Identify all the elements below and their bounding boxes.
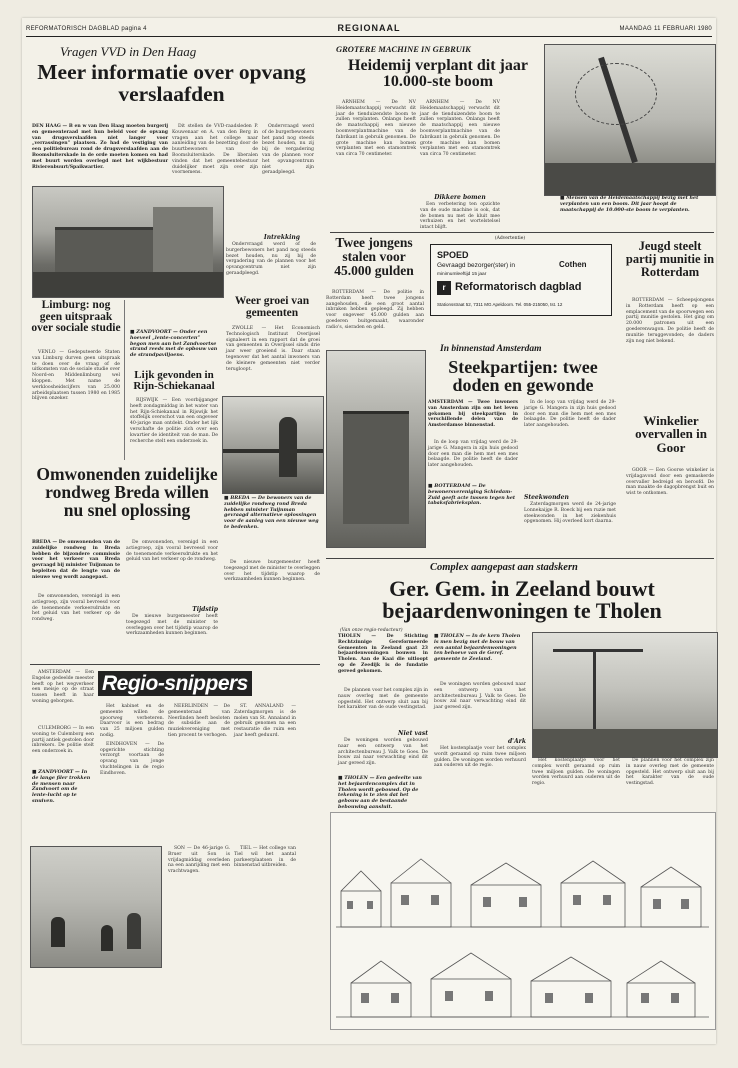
steek-body2-text: Zaterdagmorgen werd de 24-jarige Lonnekaijge R. Boeck bij een ruzie met steekwonden in het ziekenhuis opgenomen. Hij overleed kort daarna.	[524, 502, 616, 525]
zeeland-body-col4	[532, 758, 620, 808]
photo-building	[32, 186, 224, 298]
vvd-lead: DEN HAAG — B en w van Den Haag moeten burgerij en gemeenteraad met hun beleid voor de opvang van drugsverslaafden niet langer voor „verrassingen” plaatsen. Zo had de vestiging van een politiebureau rond de drugsverslaafden aan de Boomsluiterskade in de orde moeten komen en had met buurt worden overlegd met het wijkbestuur Rivierenbuurt/Spaikwartier.	[32, 124, 168, 170]
zeeland-caption1: ■ THOLEN — In de kern Tholen is men bezig met de bouw van een aantal bejaardenwoningen ten behoeve van de Geref. gemeente te Zeeland.	[434, 633, 521, 663]
weergroei-body-text: ZWOLLE — Het Economisch Technologisch Instituut Overijssel signaleert in een rapport dat de groei van gemeenten in Overijssel sinds drie jaar weer groeiend is. Daar staan tegenover dat het aantal inwoners van de kleinere gemeenten niet verder terugloopt.	[226, 326, 320, 372]
breda-body	[32, 594, 120, 660]
steek-lead: AMSTERDAM — Twee inwoners van Amsterdam zijn om het leven gekomen bij steekpartijen in verschillende delen van de Amsterdamse binnenstad.	[428, 400, 518, 429]
snippers-amsterdam	[32, 670, 94, 724]
steek-caption: ■ BOTTERDAM — De bewonersvereniging Schiedam-Zuid geeft acte tussen tegen het tabaksfabrieksplan.	[428, 483, 516, 507]
zeeland-lead: THOLEN — De Stichting Rechtzinnige Gereformeerde Gemeenten in Zeeland gaat 23 bejaardenwoningen bouwen in Tholen. Aan de Kaai die uitloopt op de Zeedijk is de fundatie gereed gekomen.	[338, 634, 428, 674]
zeeland-body	[338, 688, 428, 726]
photo-tree	[544, 44, 716, 196]
breda-lead: BREDA — De omwonenden van de zuidelijke rondweg in Breda hebben de bijzondere commissie voor het verkeer van Breda gevraagd bij minister Tuijnman te bepleiten dat de lengte van de nieuwe weg wordt aangepast.	[32, 540, 120, 580]
ad-city: Cothen	[559, 260, 587, 269]
ad-brand: Reformatorisch dagblad	[455, 281, 582, 293]
zeeland-intertitle2: d'Ark	[507, 738, 526, 745]
zandvoort-caption: ■ ZANDVOORT — Onder een hoeveel „lente-concerten” begon men aan het Zandvoortse strand reeds met de opbouw van de strandpaviljoens.	[130, 329, 218, 359]
rijnschie-body-text: RIJSWIJK — Een voorbijganger heeft zondagmiddag in het water van het Rijn-Schiekanaal in Rijswijk het stoffelijk overschot van een ongeveer 40-jarige man ontdekt. Onder het lijk verschafte de politie zich over een kwartier de identiteit van de man. De recherche stelt een onderzoek in.	[130, 398, 218, 444]
heidemij-body	[336, 100, 416, 210]
masthead-paper: REFORMATORISCH DAGBLAD pagina 4	[26, 26, 147, 32]
masthead-section: REGIONAAL	[337, 23, 401, 33]
winkelier-body-text: GOOR — Een Goorse winkelier is vrijdagavond door een gemaskerde overvaller bedreigd en beroofd. De man maakte de dagopbrengst buit en wist te ontkomen.	[626, 468, 714, 497]
heidemij-body2	[420, 202, 500, 231]
ad-title: SPOED	[437, 250, 469, 260]
heidemij-body-col2-text: ARNHEM — De NV Heidemaatschappij verwacht dit jaar de tienduizendste boom te zullen verplanten. Onlangs heeft de maatschappij een nieuwe boomverplantmachine van de fabrikant in gebruik genomen. De grote machine kan bomen verplanten met een stamomtrek van circa 70 centimeter.	[420, 100, 500, 158]
snippers-col4	[234, 704, 296, 824]
munitie-body	[626, 298, 714, 410]
zeeland-body3	[434, 746, 526, 806]
heidemij-intertitle: Dikkere bomen	[434, 194, 486, 201]
steek-body-col2-text: In de loop van vrijdag werd de 29-jarige G. Mangera in zijn huis gedood door een man die hem met een mes belaagde. De politie heeft de dader later aangehouden.	[524, 400, 616, 429]
brand-logo-icon: r	[437, 281, 451, 295]
vvd-body2-more: Ondervraagd werd of de burgerbewoners het pand nog steeds bezet houden, nu zij bij de vergadering van de plannen voor het opvangcentrum niet zijn geraadpleegd.	[226, 242, 316, 276]
breda-caption: ■ BREDA — De bewoners van de zuidelijke rondweg rond Breda hebben minister Tuijnman gevraagd alternatieve oplossingen voor de aanleg van een nieuwe weg te bedenken.	[224, 495, 319, 530]
heidemij-body2-text: Een verbetering ten opzichte van de oude machine is ook, dat de bomen nu met de kluit mee verhuizen en het wortelstelsel intact blijft.	[420, 202, 500, 231]
steek-body2	[524, 502, 616, 554]
steek-body-text: In de loop van vrijdag werd de 29-jarige G. Mangera in zijn huis gedood door een man die hem met een mes belaagde. De politie heeft de dader later aangehouden.	[428, 440, 518, 469]
heidemij-caption: ■ Mensen van de Heidemaatschappij bezig met het verplanten van een boom. Dit jaar hoopt de maatschappij de 10.000-ste boom te verplanten.	[560, 195, 699, 213]
masthead-date: MAANDAG 11 FEBRUARI 1980	[619, 26, 712, 32]
heidemij-body-text: ARNHEM — De NV Heidemaatschappij verwacht dit jaar de tienduizendste boom te zullen verplanten. Onlangs heeft de maatschappij een nieuwe boomverplantmachine van de fabrikant in gebruik genomen. De grote machine kan bomen verplanten met een stamomtrek van circa 70 centimeter.	[336, 100, 416, 158]
photo-beach	[30, 846, 162, 968]
vvd-body-col3	[262, 124, 314, 236]
jongens-body-text: ROTTERDAM — De politie in Rotterdam heeft twee jongens aangehouden, die een groot aantal inbraken hebben gepleegd. Zij hebben voor ongeveer 45.000 gulden aan goederen buitgemaakt, waaronder radio's, sieraden en geld.	[326, 290, 424, 330]
advertisement[interactable]	[430, 244, 612, 316]
snippers-eindhoven-text: EINDHOVEN — De opgerichte stichting verzorgt voortaan de opvang van jonge vluchtelingen in de regio Eindhoven.	[100, 741, 164, 776]
snippers-tiel-text: TIEL — Het college van Tiel wil het aantal parkeerplaatsen in de binnenstad uitbreiden.	[234, 846, 296, 869]
section-rule	[30, 664, 320, 665]
zeeland-credit: (Van onze regio-redacteur)	[340, 628, 403, 633]
snippers-amsterdam-text: AMSTERDAM — Een Engelse gedeelde meester heeft op het wegverkeer een meisje op de straat tussen heeft in haar woning geborgen.	[32, 670, 94, 704]
breda-body-col3-text: De nieuwe burgemeester heeft toegezegd met de minister te overleggen over het tijdstip waarop de werkzaamheden kunnen beginnen.	[224, 560, 320, 583]
section-rule-3	[326, 558, 714, 559]
snippers-banner	[98, 672, 252, 696]
column-divider	[124, 300, 125, 460]
vvd-body-text: Dit stellen de VVD-raadsleden P. Kouwenaar en A. van den Berg in vragen aan het college naar aanleiding van de bezetting door de buurtbewoners van de Boomsluiterskade. De liberalen vinden dat het gemeentebestuur duidelijker moet zijn over zijn voornemens.	[172, 124, 258, 176]
snippers-col2	[100, 704, 164, 840]
zeeland-body2-text: De woningen worden gebouwd naar een ontwerp van het architectenbureau J. Valk te Goes. De bouw zal naar verwachting eind dit jaar gereed zijn.	[338, 738, 428, 767]
vvd-headline: Meer informatie over opvang verslaafden	[37, 60, 306, 106]
snippers-col3	[168, 704, 230, 804]
vvd-intertitle: Intrekking	[263, 234, 300, 241]
vvd-body-more	[226, 242, 316, 288]
breda-headline: Omwonenden zuidelijke rondweg Breda willen nu snel oplossing	[36, 464, 218, 520]
breda-body-col3	[224, 560, 320, 660]
breda-body-col2	[126, 540, 218, 600]
munitie-body-text: ROTTERDAM — Scheepsjongens in Rotterdam heeft op een emplacement van de spoorwegen een partij munitie gestolen. Het ging om 20.000 patronen uit een goederenwagon. De politie heeft de munitie teruggevonden; de daders zijn nog niet bekend.	[626, 298, 714, 344]
breda-intertitle: Tijdstip	[192, 606, 218, 613]
jongens-headline: Twee jongens stalen voor 45.000 gulden	[334, 235, 414, 278]
rijnschie-headline: Lijk gevonden in Rijn-Schiekanaal	[133, 369, 215, 393]
jongens-body	[326, 290, 424, 346]
steek-intertitle: Steekwonden	[524, 494, 569, 501]
winkelier-body	[626, 468, 714, 548]
limburg-body	[32, 350, 120, 460]
ad-line2: minimumleeftijd 15 jaar	[437, 272, 487, 277]
zeeland-body3-text: Het kostenplaatje voor het complex wordt geraamd op ruim twee miljoen gulden. De woningen worden verhuurd aan ouderen uit de regio.	[434, 746, 526, 769]
photo-bridge	[222, 396, 324, 494]
architecture-drawing	[330, 812, 716, 1030]
limburg-headline: Limburg: nog geen uitspraak over sociale studie	[31, 299, 121, 335]
zeeland-body-col2-text: De woningen worden gebouwd naar een ontwerp van het architectenbureau J. Valk te Goes. De bouw zal naar verwachting eind dit jaar gereed zijn.	[434, 682, 526, 711]
weergroei-headline: Weer groei van gemeenten	[234, 295, 310, 319]
zeeland-body-col5-text: De plannen voor het complex zijn in nauw overleg met de gemeente opgesteld. Het ontwerp sluit aan bij het karakter van de oude vestingstad.	[626, 758, 714, 787]
snippers-zandvoort-caption: ■ ZANDVOORT — In de lange filer trokken de mensen naar Zandvoort om de lente-lucht op te snuiven.	[32, 769, 91, 804]
photo-steek	[326, 350, 426, 548]
zeeland-caption2: ■ THOLEN — Een gedeelte van het bejaardencomplex dat in Tholen wordt gebouwd. Op de tekening is te zien dat het gebouw aan de bestaande bebouwing aansluit.	[338, 775, 422, 810]
zeeland-body-col5	[626, 758, 714, 808]
snippers-culemborg-text: CULEMBORG — In een woning te Culemborg een partij antiek gestolen door inbrekers. De politie stelt een onderzoek in.	[32, 726, 94, 755]
snippers-annaland-text: ST. ANNALAND — Zaterdagmorgen is de molen van St. Annaland in gebruik genomen na een restauratie die ruim een jaar heeft geduurd.	[234, 704, 296, 738]
snippers-son	[168, 846, 230, 966]
weergroei-body	[226, 326, 320, 396]
photo-construction	[532, 632, 718, 758]
breda-body2	[126, 614, 218, 662]
breda-body-col2-text: De omwonenden, verenigd in een actiegroep, zijn vooral bevreesd voor de toenemende verkeersdrukte en het geluid van het verkeer op de rondweg.	[126, 540, 218, 563]
snippers-neerlinden-text: NEERLINDEN — De gemeenteraad van Neerlinden heeft besloten de subsidie aan de muziekvereniging met tien procent te verhogen.	[168, 704, 230, 738]
zeeland-intertitle: Niet vast	[398, 730, 428, 737]
zeeland-kicker: Complex aangepast aan stadskern	[430, 562, 578, 573]
heidemij-kicker: GROTERE MACHINE IN GEBRUIK	[336, 44, 471, 54]
rijnschie-body	[130, 398, 218, 460]
snippers-tiel	[234, 846, 296, 966]
zeeland-body-col4-text: Het kostenplaatje voor het complex wordt geraamd op ruim twee miljoen gulden. De woningen worden verhuurd aan ouderen uit de regio.	[532, 758, 620, 787]
ad-label: (Advertentie)	[494, 236, 526, 241]
vvd-body2-text: Ondervraagd werd of de burgerbewoners het pand nog steeds bezet houden, nu zij bij de vergadering van de plannen voor het opvangcentrum niet zijn geraadpleegd.	[262, 124, 314, 176]
section-rule-2	[330, 232, 714, 233]
snippers-title: Regio-snippers	[98, 671, 252, 696]
ad-line1: Gevraagd bezorger(ster) in	[437, 262, 516, 269]
snippers-col2-text: Het kabinet en de gemeente willen de spoorweg verbeteren. Daarvoor is een bedrag van 25 miljoen gulden nodig.	[100, 704, 164, 738]
breda-body-text: De omwonenden, verenigd in een actiegroep, zijn vooral bevreesd voor de toenemende verkeersdrukte en het geluid van het verkeer op de rondweg.	[32, 594, 120, 623]
heidemij-body-col2	[420, 100, 500, 190]
zeeland-body2	[338, 738, 428, 774]
steek-body-col2	[524, 400, 616, 490]
zeeland-body-text: De plannen voor het complex zijn in nauw overleg met de gemeente opgesteld. Het ontwerp sluit aan bij het karakter van de oude vestingstad.	[338, 688, 428, 711]
zeeland-headline: Ger. Gem. in Zeeland bouwt bejaardenwoningen te Tholen	[382, 576, 662, 624]
zeeland-body-col2	[434, 682, 526, 732]
vvd-kicker: Vragen VVD in Den Haag	[60, 44, 197, 59]
masthead	[26, 22, 712, 37]
snippers-culemborg	[32, 726, 94, 762]
ad-address: Stationsstraat 52, 7311 MG Apeldoorn. Tel. 055-215050, tst. 12	[437, 302, 563, 307]
munitie-headline: Jeugd steelt partij munitie in Rotterdam	[625, 239, 715, 279]
elevation-sketch	[331, 813, 715, 1029]
steek-kicker: In binnenstad Amsterdam	[440, 344, 542, 354]
heidemij-headline: Heidemij verplant dit jaar 10.000-ste boom	[348, 57, 528, 91]
limburg-body-text: VENLO — Gedeputeerde Staten van Limburg durven geen uitspraak te doen over de vraag of de uitkomsten van de sociale studie over Noord-en Middenlimburg wel kloppen. Met name de werkloosheidscijfers van 25.000 arbeidsplaatsen tussen 1980 en 1985 blijven onzeker.	[32, 350, 120, 402]
winkelier-headline: Winkelier overvallen in Goor	[635, 413, 707, 455]
steek-headline: Steekpartijen: twee doden en gewonde	[448, 357, 598, 396]
steek-body	[428, 440, 518, 480]
snippers-son-text: SON — De 46-jarige G. Bruer uit Son is vrijdagmiddag overleden na een aanrijding met een vrachtwagen.	[168, 846, 230, 875]
breda-body2-text: De nieuwe burgemeester heeft toegezegd met de minister te overleggen over het tijdstip waarop de werkzaamheden kunnen beginnen.	[126, 614, 218, 637]
